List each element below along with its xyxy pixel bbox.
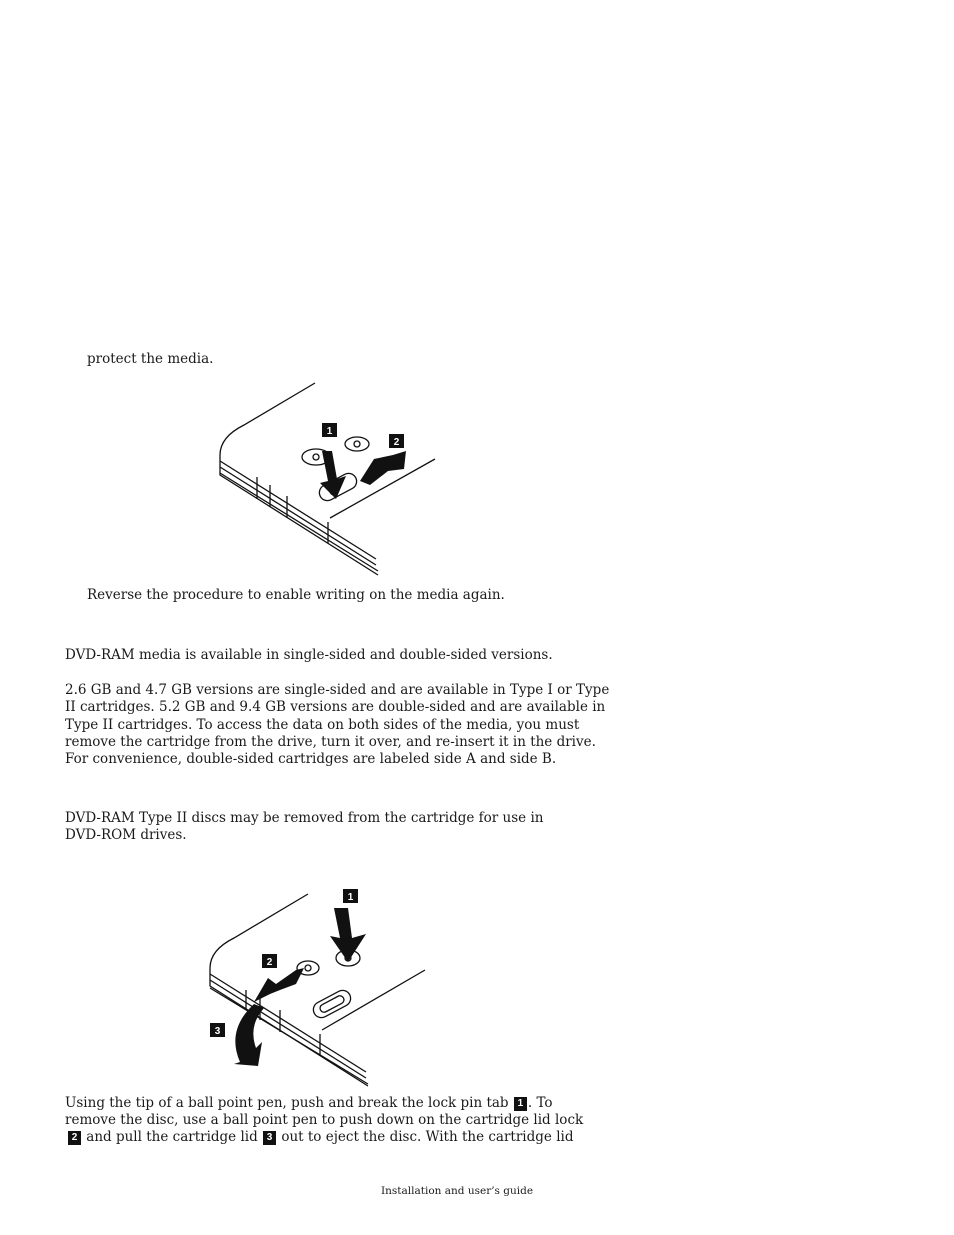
final-line-1-tail: . To [527,1095,553,1111]
final-line-2: remove the disc, use a ball point pen to push down on the cartridge lid lock [65,1112,584,1128]
figure2-callout-1: 1 [347,892,354,903]
figure1-callout-2: 2 [393,437,400,448]
figure-remove-disc [200,880,440,1090]
sides-paragraph: DVD-RAM media is available in single-sided and double-sided versions. [65,647,553,663]
page-footer: Installation and user’s guide [381,1185,534,1197]
figure2-callout-3: 3 [214,1026,221,1037]
final-line-1 [65,1095,553,1112]
versions-line: For convenience, double-sided cartridges are labeled side A and side B. [65,751,557,767]
remove-line: DVD-RAM Type II discs may be removed from the cartridge for use in [65,810,544,826]
reverse-procedure-text: Reverse the procedure to enable writing on the media again. [87,587,505,603]
final-line-3-tail: out to eject the disc. With the cartridge lid [281,1129,574,1145]
figure1-callout-1: 1 [326,426,333,437]
final-line-3 [67,1129,573,1146]
remove-line: DVD-ROM drives. [65,827,187,843]
callout-3-badge: 3 [263,1131,276,1145]
callout-2-badge: 2 [68,1131,81,1145]
final-line-1-text: Using the tip of a ball point pen, push and break the lock pin tab [65,1095,509,1111]
versions-line: Type II cartridges. To access the data on both sides of the media, you must [65,717,580,733]
intro-tail-text: protect the media. [87,351,214,367]
callout-1-badge: 1 [514,1097,527,1111]
figure-write-protect [210,375,450,585]
versions-line: remove the cartridge from the drive, turn it over, and re-insert it in the drive. [65,734,596,750]
versions-line: II cartridges. 5.2 GB and 9.4 GB versions are double-sided and are available in [65,699,606,715]
final-line-3-text: and pull the cartridge lid [86,1129,258,1145]
versions-line: 2.6 GB and 4.7 GB versions are single-sided and are available in Type I or Type [65,682,610,698]
figure2-callout-2: 2 [266,957,273,968]
